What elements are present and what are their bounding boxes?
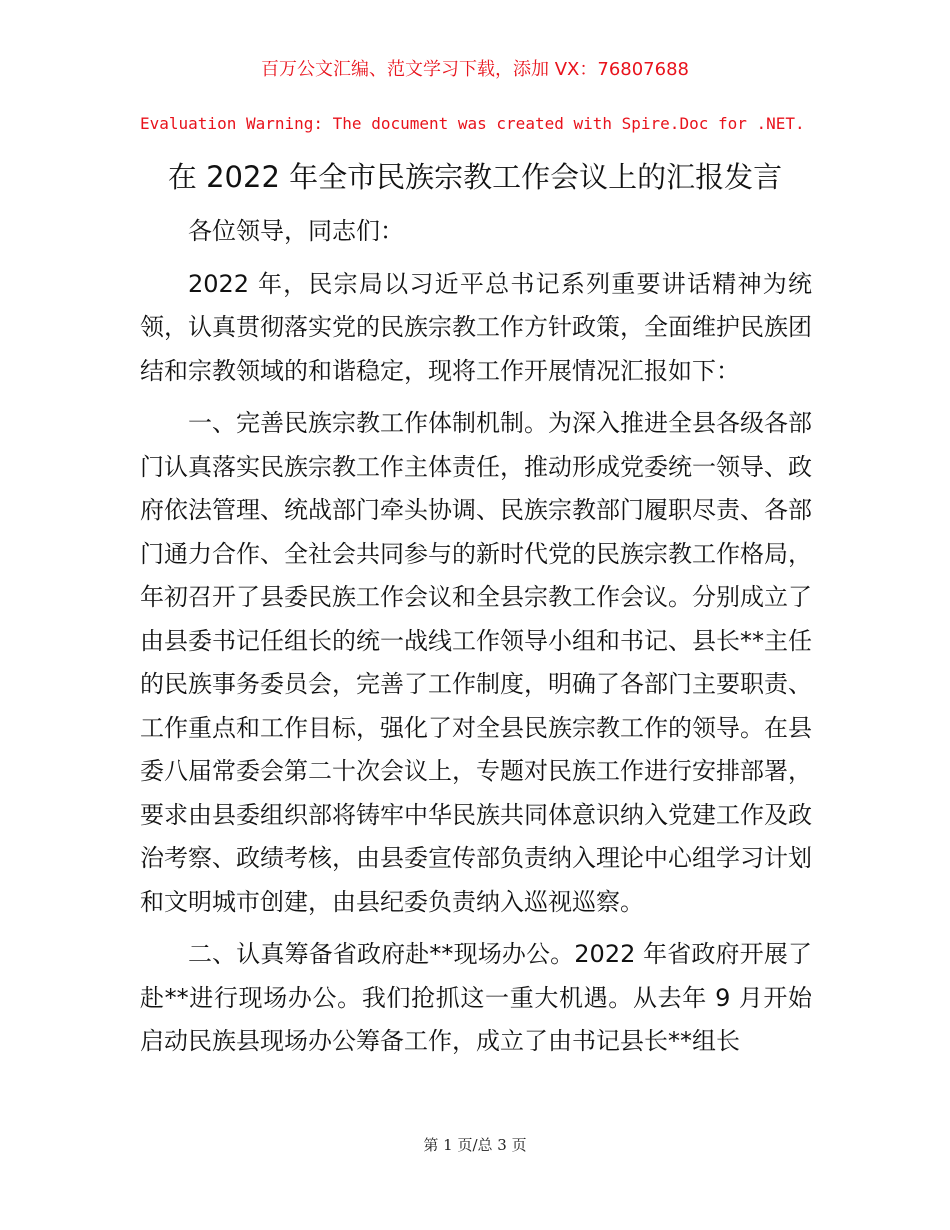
- evaluation-warning: Evaluation Warning: The document was created with Spire.Doc for .NET.: [140, 114, 805, 133]
- section-one-paragraph: 一、完善民族宗教工作体制机制。为深入推进全县各级各部门认真落实民族宗教工作主体责任，推动形成党委统一领导、政府依法管理、统战部门牵头协调、民族宗教部门履职尽责、各部门通力合作、全社会共同参与的新时代党的民族宗教工作格局，年初召开了县委民族工作会议和全县宗教工作会议。分别成立了由县委书记任组长的统一战线工作领导小组和书记、县长**主任的民族事务委员会，完善了工作制度，明确了各部门主要职责、工作重点和工作目标，强化了对全县民族宗教工作的领导。在县委八届常委会第二十次会议上，专题对民族工作进行安排部署，要求由县委组织部将铸牢中华民族共同体意识纳入党建工作及政治考察、政绩考核，由县委宣传部负责纳入理论中心组学习计划和文明城市创建，由县纪委负责纳入巡视巡察。: [140, 409, 812, 916]
- promo-header: 百万公文汇编、范文学习下载，添加 VX：76807688: [261, 59, 689, 80]
- section-two-paragraph: 二、认真筹备省政府赴**现场办公。2022 年省政府开展了赴**进行现场办公。我们抢抓这一重大机遇。从去年 9 月开始启动民族县现场办公筹备工作，成立了由书记县长**组长: [140, 940, 812, 1055]
- page-number: 第 1 页/总 3 页: [423, 1136, 527, 1154]
- document-title: 在 2022 年全市民族宗教工作会议上的汇报发言: [167, 160, 783, 194]
- document-body: [140, 210, 812, 1073]
- salutation-paragraph: 各位领导，同志们：: [188, 217, 404, 245]
- intro-paragraph: 2022 年，民宗局以习近平总书记系列重要讲话精神为统领，认真贯彻落实党的民族宗教工作方针政策，全面维护民族团结和宗教领域的和谐稳定，现将工作开展情况汇报如下：: [140, 269, 812, 385]
